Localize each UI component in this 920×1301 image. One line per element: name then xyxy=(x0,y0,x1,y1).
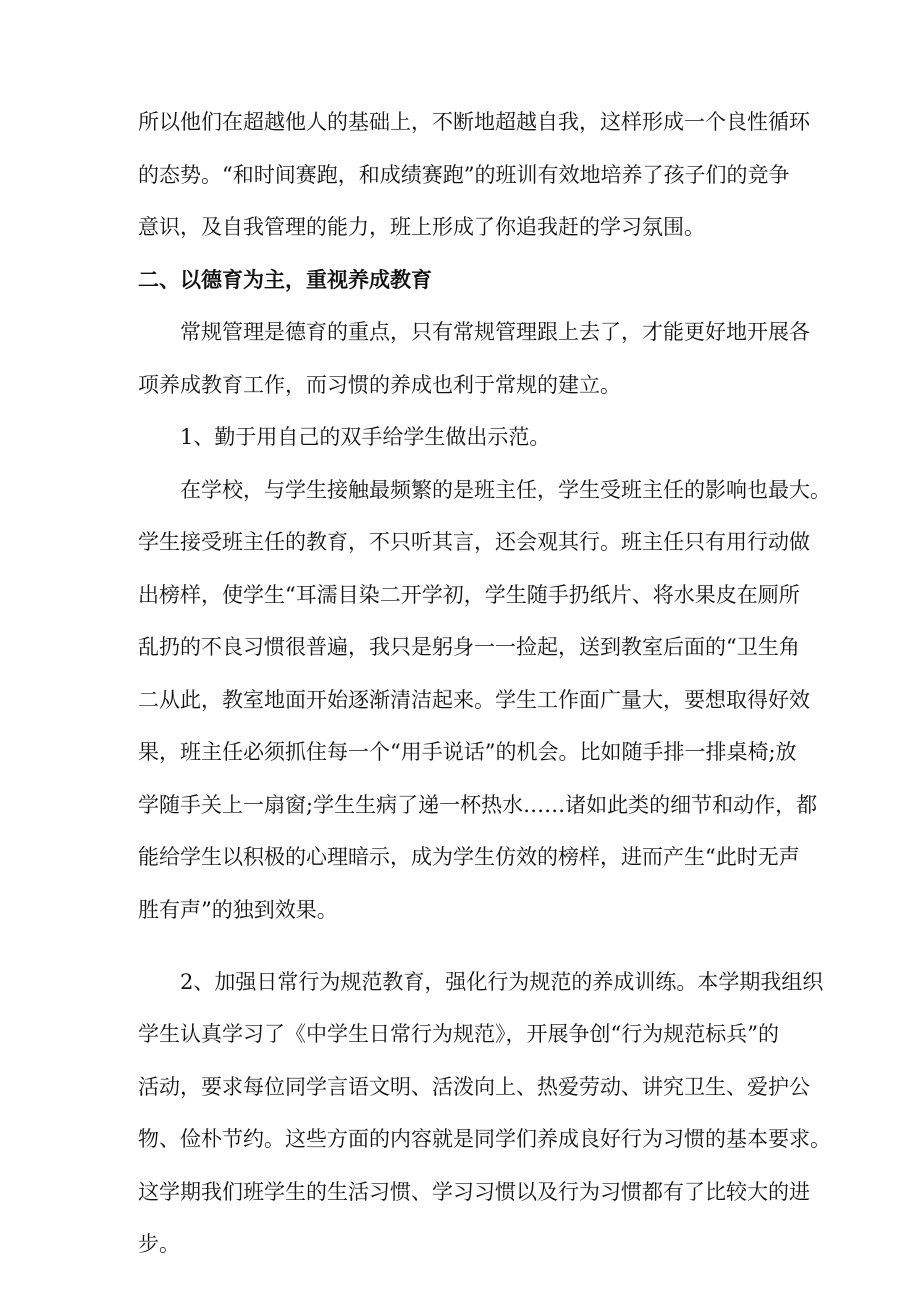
subheading-line: 2、加强日常行为规范教育，强化行为规范的养成训练。本学期我组织 xyxy=(180,970,824,994)
paragraph-line: 乱扔的不良习惯很普遍，我只是躬身一一捡起，送到教室后面的“卫生角 xyxy=(138,635,800,659)
paragraph-line: 能给学生以积极的心理暗示，成为学生仿效的榜样，进而产生“此时无声 xyxy=(138,845,800,869)
paragraph-line: 的态势。“和时间赛跑，和成绩赛跑”的班训有效地培养了孩子们的竞争 xyxy=(138,163,790,187)
paragraph-line: 胜有声”的独到效果。 xyxy=(138,898,338,922)
paragraph-line: 出榜样，使学生“耳濡目染二开学初，学生随手扔纸片、将水果皮在厕所 xyxy=(138,583,800,607)
paragraph-line: 项养成教育工作，而习惯的养成也利于常规的建立。 xyxy=(138,373,621,397)
section-heading: 二、以德育为主，重视养成教育 xyxy=(138,268,432,292)
paragraph-line: 所以他们在超越他人的基础上，不断地超越自我，这样形成一个良性循环 xyxy=(138,110,810,134)
paragraph-line: 这学期我们班学生的生活习惯、学习习惯以及行为习惯都有了比较大的进 xyxy=(138,1180,810,1204)
paragraph-line: 在学校，与学生接触最频繁的是班主任，学生受班主任的影响也最大。 xyxy=(180,478,831,502)
paragraph-line: 意识，及自我管理的能力，班上形成了你追我赶的学习氛围。 xyxy=(138,215,705,239)
paragraph-line: 常规管理是德育的重点，只有常规管理跟上去了，才能更好地开展各 xyxy=(180,320,810,344)
paragraph-line: 学随手关上一扇窗;学生生病了递一杯热水……诸如此类的细节和动作，都 xyxy=(138,793,818,817)
subheading-line: 1、勤于用自己的双手给学生做出示范。 xyxy=(180,425,551,449)
paragraph-line: 学生认真学习了《中学生日常行为规范》，开展争创“行为规范标兵”的 xyxy=(138,1022,779,1046)
paragraph-line: 果，班主任必须抓住每一个“用手说话”的机会。比如随手排一排桌椅;放 xyxy=(138,740,797,764)
paragraph-line: 学生接受班主任的教育，不只听其言，还会观其行。班主任只有用行动做 xyxy=(138,530,810,554)
paragraph-line: 二从此，教室地面开始逐渐清洁起来。学生工作面广量大，要想取得好效 xyxy=(138,688,810,712)
paragraph-line: 步。 xyxy=(138,1232,180,1256)
paragraph-line: 物、俭朴节约。这些方面的内容就是同学们养成良好行为习惯的基本要求。 xyxy=(138,1127,831,1151)
paragraph-line: 活动，要求每位同学言语文明、活泼向上、热爱劳动、讲究卫生、爱护公 xyxy=(138,1075,810,1099)
